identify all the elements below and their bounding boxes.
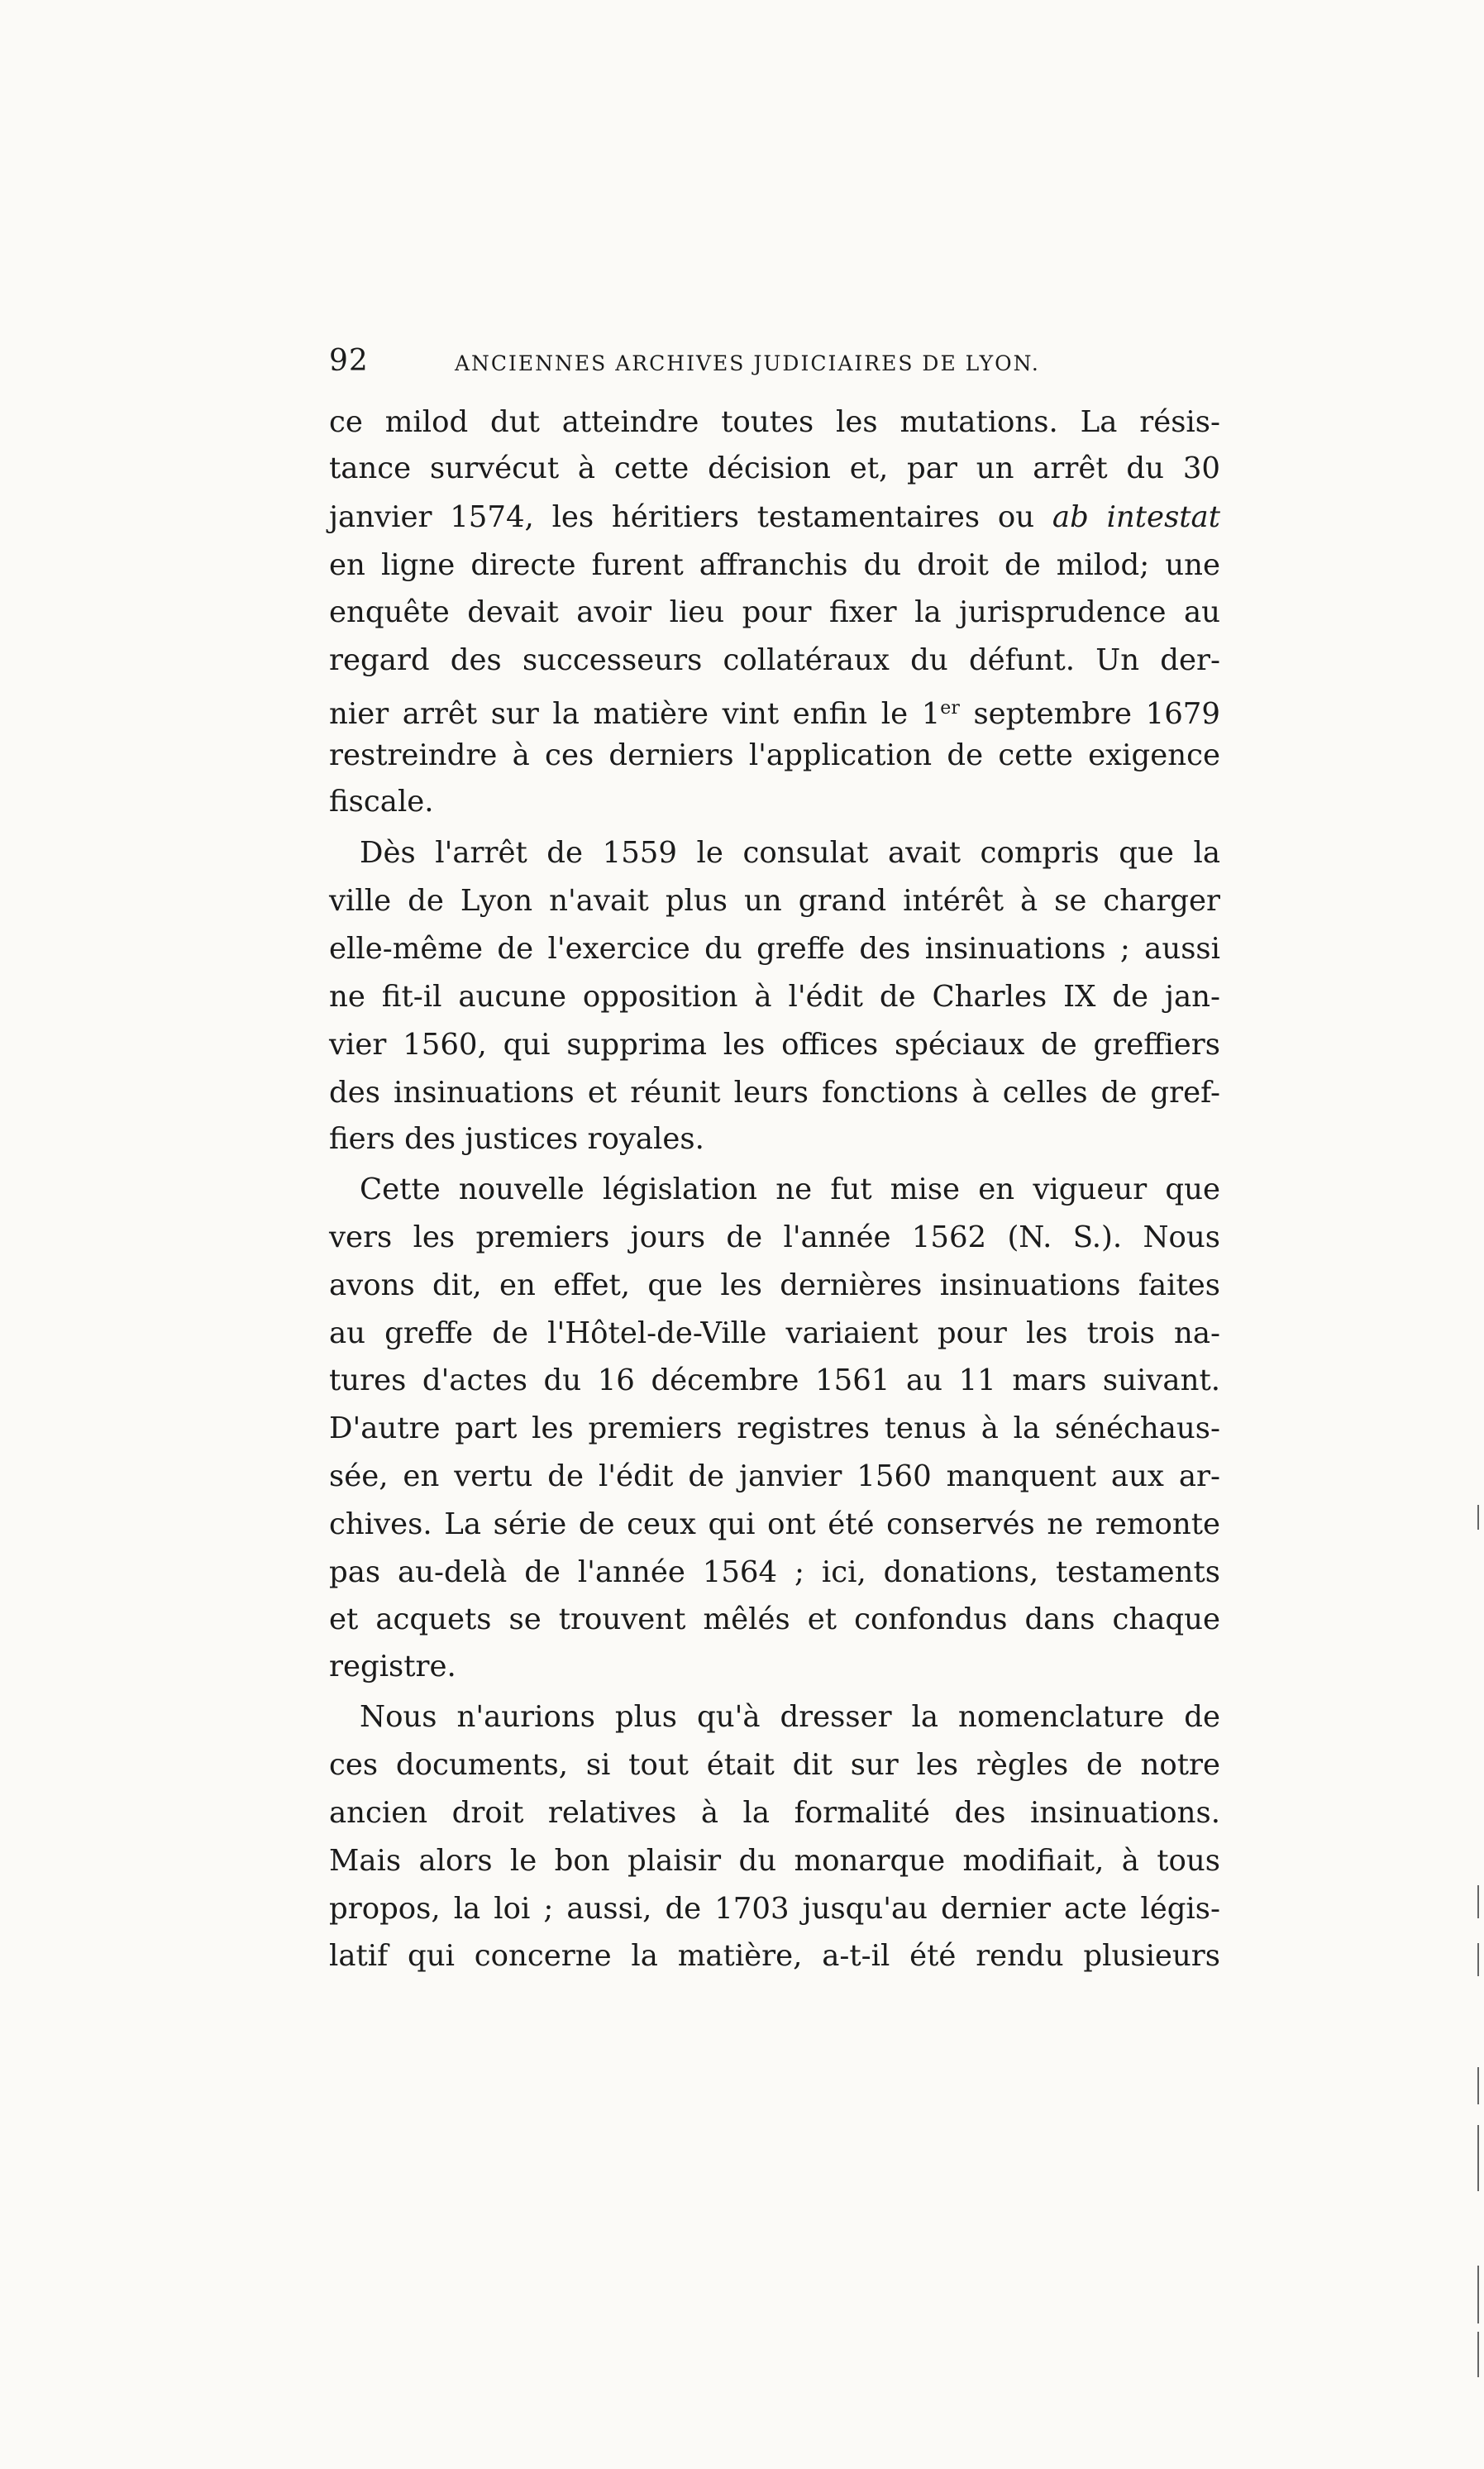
text-line: au greffe de l'Hôtel-de-Ville variaient pour les trois na- [329,1316,1220,1350]
text-line: des insinuations et réunit leurs fonctions à celles de gref- [329,1076,1220,1110]
scan-mark [1477,2067,1479,2104]
text-span: septembre 1679 [959,697,1220,731]
text-line [329,685,1220,733]
text-line: ces documents, si tout était dit sur les règles de notre [329,1748,1220,1782]
italic-phrase: ab intestat [1052,500,1220,534]
text-line: en ligne directe furent affranchis du droit de milod; une [329,548,1220,582]
text-line: latif qui concerne la matière, a-t-il été rendu plusieurs [329,1939,1220,1973]
text-line: vers les premiers jours de l'année 1562 (N. S.). Nous [329,1220,1220,1254]
text-line: ce milod dut atteindre toutes les mutations. La résis- [329,405,1220,439]
text-line: Cette nouvelle législation ne fut mise en vigueur que [360,1172,1220,1206]
scan-mark [1477,1885,1479,1918]
text-line: regard des successeurs collatéraux du défunt. Un der- [329,643,1220,677]
text-line: ville de Lyon n'avait plus un grand intérêt à se charger [329,884,1220,918]
text-span: nier arrêt sur la matière vint enfin le 1 [329,697,941,731]
running-head: ANCIENNES ARCHIVES JUDICIAIRES DE LYON. [455,351,1040,375]
text-line: registre. [329,1650,456,1683]
text-line: Mais alors le bon plaisir du monarque modifiait, à tous [329,1844,1220,1878]
text-line: fiers des justices royales. [329,1122,704,1156]
text-line: enquête devait avoir lieu pour fixer la jurisprudence au [329,595,1220,629]
text-line: sée, en vertu de l'édit de janvier 1560 manquent aux ar- [329,1459,1220,1493]
text-line: vier 1560, qui supprima les offices spéciaux de greffiers [329,1028,1220,1062]
page-number: 92 [329,344,369,378]
text-line: avons dit, en effet, que les dernières insinuations faites [329,1268,1220,1302]
text-line: tures d'actes du 16 décembre 1561 au 11 mars suivant. [329,1363,1220,1397]
text-line: propos, la loi ; aussi, de 1703 jusqu'au dernier acte légis- [329,1892,1220,1926]
scan-mark [1477,1943,1479,1976]
text-line: ne fit-il aucune opposition à l'édit de Charles IX de jan- [329,980,1220,1014]
text-line: fiscale. [329,785,434,819]
scan-mark [1477,2332,1479,2377]
text-line: ancien droit relatives à la formalité des insinuations. [329,1796,1220,1830]
scan-mark [1477,2125,1479,2191]
text-line: Nous n'aurions plus qu'à dresser la nomenclature de [360,1700,1220,1734]
text-line: pas au-delà de l'année 1564 ; ici, donations, testaments [329,1555,1220,1589]
scan-mark [1477,2266,1479,2323]
text-line: D'autre part les premiers registres tenus à la sénéchaus- [329,1411,1220,1445]
text-span: janvier 1574, les héritiers testamentaires ou [329,500,1035,534]
text-line: Dès l'arrêt de 1559 le consulat avait compris que la [360,836,1220,870]
superscript: er [940,698,960,719]
text-line: tance survécut à cette décision et, par un arrêt du 30 [329,451,1220,485]
text-line: restreindre à ces derniers l'application de cette exigence [329,738,1220,772]
text-line: chives. La série de ceux qui ont été conservés ne remonte [329,1507,1220,1541]
text-line: et acquets se trouvent mêlés et confondus dans chaque [329,1602,1220,1636]
text-line [329,494,1220,542]
page-header [329,341,1222,390]
text-line: elle-même de l'exercice du greffe des insinuations ; aussi [329,932,1220,966]
scan-mark [1477,1505,1479,1530]
